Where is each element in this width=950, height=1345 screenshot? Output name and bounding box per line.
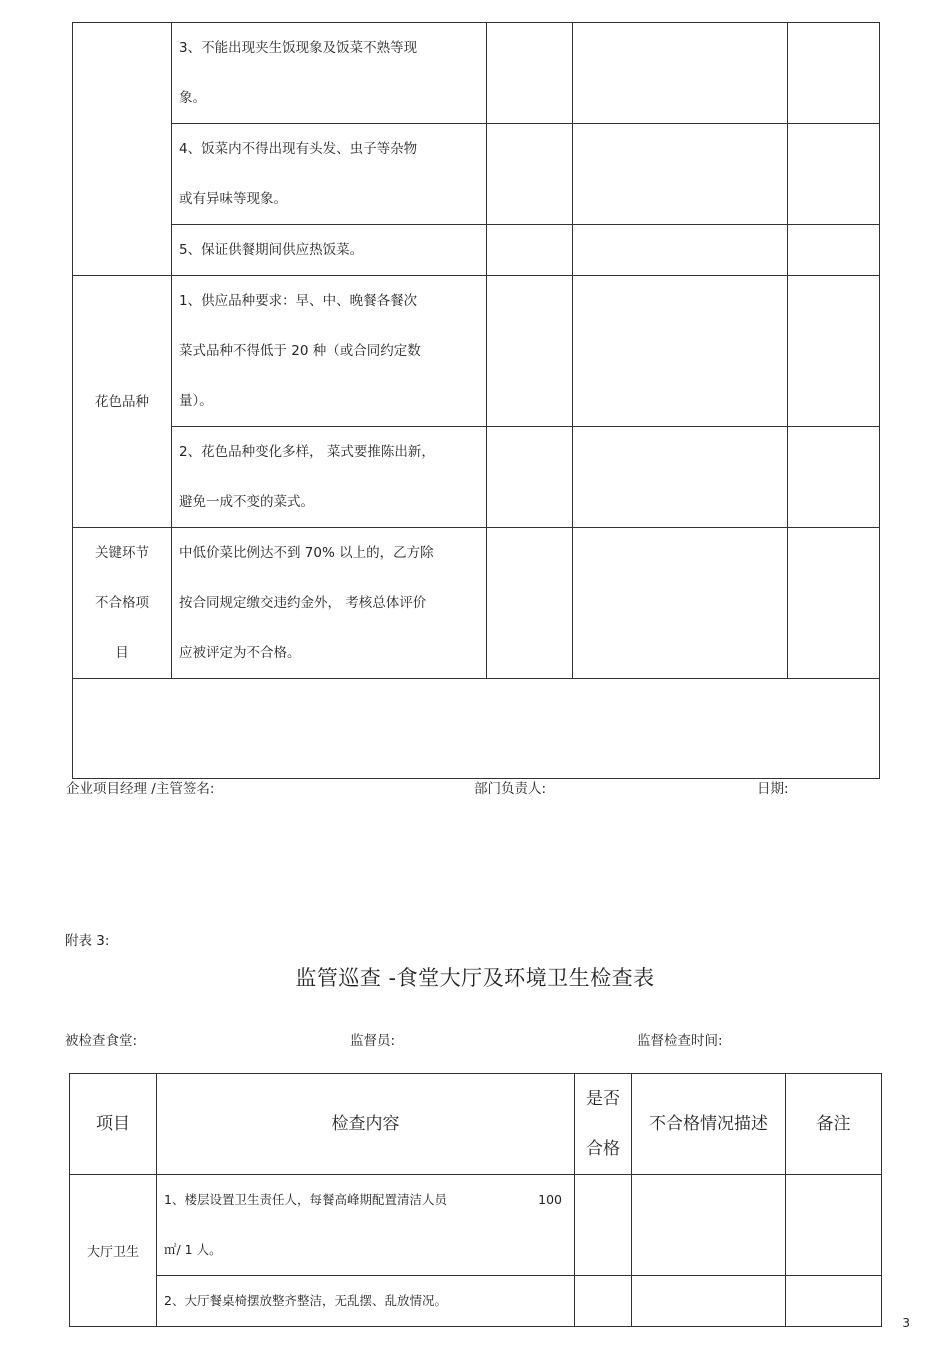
pass-cell xyxy=(487,225,573,276)
check-content-cell: 4、饭菜内不得出现有头发、虫子等杂物 或有异味等现象。 xyxy=(172,124,487,225)
pass-cell xyxy=(487,276,573,427)
fail-description-cell xyxy=(632,1276,786,1327)
pass-cell xyxy=(575,1175,632,1276)
fail-description-cell xyxy=(632,1175,786,1276)
check-content-cell: 1、供应品种要求：早、中、晚餐各餐次 菜式品种不得低于 20 种（或合同约定数 量）。 xyxy=(172,276,487,427)
blank-cell xyxy=(73,679,880,779)
fail-description-cell xyxy=(573,276,788,427)
check-content-cell: 3、不能出现夹生饭现象及饭菜不熟等现 象。 xyxy=(172,23,487,124)
pass-cell xyxy=(487,124,573,225)
category-cell-variety: 花色品种 xyxy=(73,276,172,528)
pass-cell xyxy=(575,1276,632,1327)
check-content-cell: 中低价菜比例达不到 70% 以上的，乙方除 按合同规定缴交违约金外， 考核总体评价 应被评定为不合格。 xyxy=(172,528,487,679)
table-row xyxy=(73,528,880,679)
remark-cell xyxy=(788,23,880,124)
manager-signature-label: 企业项目经理 /主管签名: xyxy=(66,781,215,797)
table-row xyxy=(70,1276,882,1327)
fail-description-cell xyxy=(573,23,788,124)
check-content-cell: 5、保证供餐期间供应热饭菜。 xyxy=(172,225,487,276)
fail-description-cell xyxy=(573,427,788,528)
check-content-cell: 2、花色品种变化多样， 菜式要推陈出新， 避免一成不变的菜式。 xyxy=(172,427,487,528)
category-cell-hall: 大厅卫生 xyxy=(70,1175,157,1327)
table-row xyxy=(73,276,880,427)
remark-cell xyxy=(786,1175,882,1276)
pass-cell xyxy=(487,528,573,679)
header-fail-description: 不合格情况描述 xyxy=(632,1074,786,1175)
remark-cell xyxy=(788,124,880,225)
remark-cell xyxy=(788,528,880,679)
fail-description-cell xyxy=(573,528,788,679)
fail-description-cell xyxy=(573,124,788,225)
table-row xyxy=(73,427,880,528)
pass-cell xyxy=(487,23,573,124)
canteen-label: 被检查食堂: xyxy=(65,1033,138,1049)
check-content-cell: 1、楼层设置卫生责任人，每餐高峰期配置清洁人员 100 ㎡/ 1 人。 xyxy=(157,1175,575,1276)
dept-head-label: 部门负责人: xyxy=(474,781,547,797)
category-cell-key: 关键环节 不合格项 目 xyxy=(73,528,172,679)
remark-cell xyxy=(786,1276,882,1327)
area-number: 100 xyxy=(538,1192,562,1207)
inspect-time-label: 监督检查时间: xyxy=(637,1033,723,1049)
date-label: 日期: xyxy=(757,781,789,797)
supervisor-label: 监督员: xyxy=(350,1033,396,1049)
table-row xyxy=(73,124,880,225)
remark-cell xyxy=(788,225,880,276)
page-number: 3 xyxy=(902,1316,910,1330)
pass-cell xyxy=(487,427,573,528)
food-quality-table xyxy=(72,22,880,779)
check-content-cell: 2、大厅餐桌椅摆放整齐整洁，无乱摆、乱放情况。 xyxy=(157,1276,575,1327)
header-content: 检查内容 xyxy=(157,1074,575,1175)
category-cell-empty xyxy=(73,23,172,276)
remark-cell xyxy=(788,276,880,427)
header-remark: 备注 xyxy=(786,1074,882,1175)
appendix-label: 附表 3: xyxy=(65,933,110,949)
page-title: 监管巡查 -食堂大厅及环境卫生检查表 xyxy=(295,966,655,990)
table-header-row xyxy=(70,1074,882,1175)
table-row xyxy=(73,23,880,124)
header-pass: 是否 合格 xyxy=(575,1074,632,1175)
hall-hygiene-table xyxy=(69,1073,882,1327)
header-item: 项目 xyxy=(70,1074,157,1175)
table-row-blank xyxy=(73,679,880,779)
remark-cell xyxy=(788,427,880,528)
table-row xyxy=(73,225,880,276)
fail-description-cell xyxy=(573,225,788,276)
table-row xyxy=(70,1175,882,1276)
